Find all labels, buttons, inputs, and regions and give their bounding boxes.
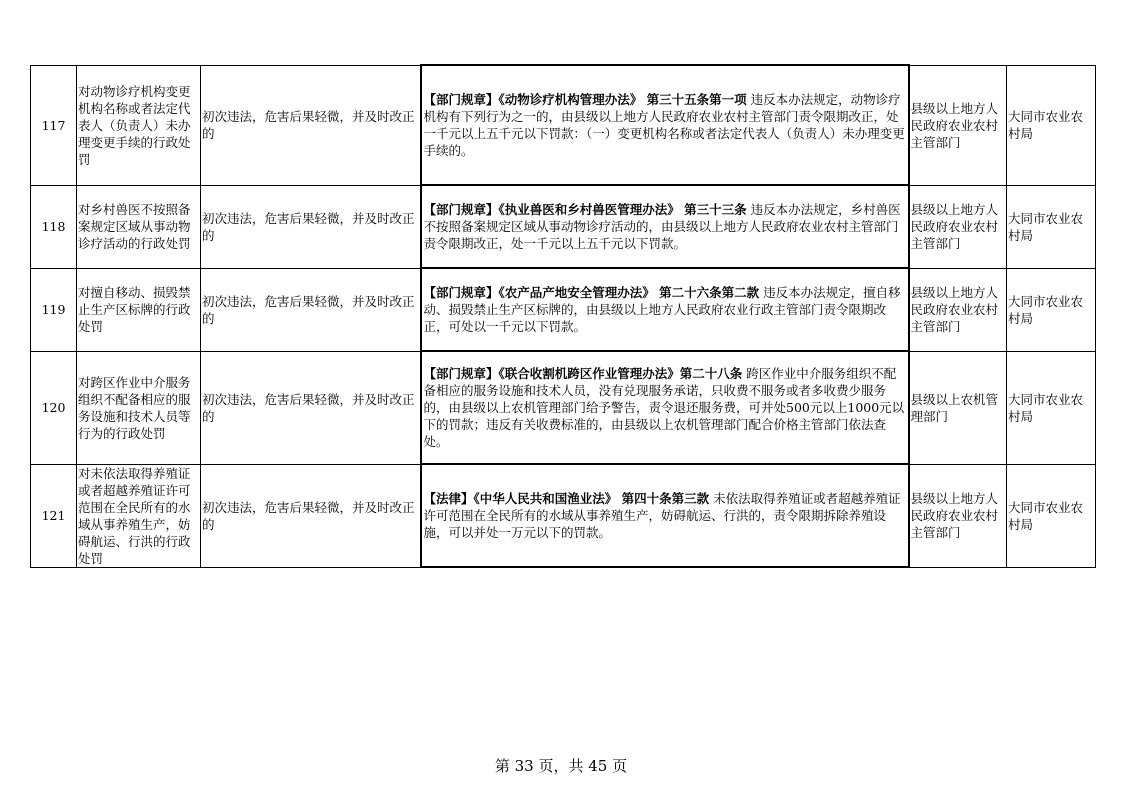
situation-cell: 初次违法，危害后果轻微，并及时改正的 [201, 351, 421, 464]
legal-basis-text: 违反本办法规定，擅自移动、损毁禁止生产区标牌的，由县级以上地方人民政府农业行政主管部门责令限期改正，可处以一千元以下罚款。 [423, 285, 901, 334]
legal-basis-cell [421, 351, 909, 464]
item-name: 对乡村兽医不按照备案规定区域从事动物诊疗活动的行政处罚 [77, 185, 201, 268]
legal-basis-title: 【部门规章】《农产品产地安全管理办法》 第二十六条第二款 [423, 285, 760, 300]
table-row [31, 351, 1096, 464]
department-cell: 大同市农业农村局 [1007, 351, 1096, 464]
item-name: 对擅自移动、损毁禁止生产区标牌的行政处罚 [77, 268, 201, 351]
situation-cell: 初次违法，危害后果轻微，并及时改正的 [201, 464, 421, 567]
authority-cell: 县级以上农机管理部门 [909, 351, 1007, 464]
authority-cell: 县级以上地方人民政府农业农村主管部门 [909, 65, 1007, 185]
table-row [31, 268, 1096, 351]
row-number: 120 [31, 351, 77, 464]
row-number: 121 [31, 464, 77, 567]
department-cell: 大同市农业农村局 [1007, 65, 1096, 185]
legal-basis-title: 【部门规章】《联合收割机跨区作业管理办法》第二十八条 [423, 366, 743, 381]
legal-basis-text: 违反本办法规定，动物诊疗机构有下列行为之一的，由县级以上地方人民政府农业农村主管部门责令限期改正，处一千元以上五千元以下罚款：（一）变更机构名称或者法定代表人（负责人）未办理变更手续的。 [423, 92, 905, 158]
row-number: 118 [31, 185, 77, 268]
legal-basis-title: 【部门规章】《动物诊疗机构管理办法》 第三十五条第一项 [423, 92, 747, 107]
table-row [31, 185, 1096, 268]
row-number: 117 [31, 65, 77, 185]
row-number: 119 [31, 268, 77, 351]
authority-cell: 县级以上地方人民政府农业农村主管部门 [909, 268, 1007, 351]
legal-basis-text: 跨区作业中介服务组织不配备相应的服务设施和技术人员，没有兑现服务承诺，只收费不服务或者多收费少服务的，由县级以上农机管理部门给予警告，责令退还服务费，可并处500元以上1000元以下的罚款；违反有关收费标准的，由县级以上农机管理部门配合价格主管部门依法查处。 [423, 366, 905, 449]
legal-basis-text: 违反本办法规定，乡村兽医不按照备案规定区域从事动物诊疗活动的，由县级以上地方人民政府农业农村主管部门责令限期改正，处一千元以上五千元以下罚款。 [423, 202, 901, 251]
legal-basis-cell [421, 464, 909, 567]
table-row [31, 464, 1096, 567]
legal-basis-title: 【法律】《中华人民共和国渔业法》 第四十条第三款 [423, 491, 710, 506]
authority-cell: 县级以上地方人民政府农业农村主管部门 [909, 464, 1007, 567]
authority-cell: 县级以上地方人民政府农业农村主管部门 [909, 185, 1007, 268]
department-cell: 大同市农业农村局 [1007, 185, 1096, 268]
legal-basis-text: 未依法取得养殖证或者超越养殖证许可范围在全民所有的水域从事养殖生产，妨碍航运、行洪的，责令限期拆除养殖设施，可以并处一万元以下的罚款。 [423, 491, 901, 540]
department-cell: 大同市农业农村局 [1007, 464, 1096, 567]
legal-basis-cell [421, 185, 909, 268]
legal-basis-cell [421, 65, 909, 185]
situation-cell: 初次违法，危害后果轻微，并及时改正的 [201, 268, 421, 351]
legal-basis-title: 【部门规章】《执业兽医和乡村兽医管理办法》 第三十三条 [423, 202, 747, 217]
item-name: 对未依法取得养殖证或者超越养殖证许可范围在全民所有的水域从事养殖生产，妨碍航运、行洪的行政处罚 [77, 464, 201, 567]
situation-cell: 初次违法，危害后果轻微，并及时改正的 [201, 185, 421, 268]
item-name: 对动物诊疗机构变更机构名称或者法定代表人（负责人）未办理变更手续的行政处罚 [77, 65, 201, 185]
item-name: 对跨区作业中介服务组织不配备相应的服务设施和技术人员等行为的行政处罚 [77, 351, 201, 464]
page-footer: 第 33 页，共 45 页 [494, 757, 628, 775]
situation-cell: 初次违法，危害后果轻微，并及时改正的 [201, 65, 421, 185]
department-cell: 大同市农业农村局 [1007, 268, 1096, 351]
legal-basis-cell [421, 268, 909, 351]
penalty-table [30, 64, 1096, 568]
table-row [31, 65, 1096, 185]
